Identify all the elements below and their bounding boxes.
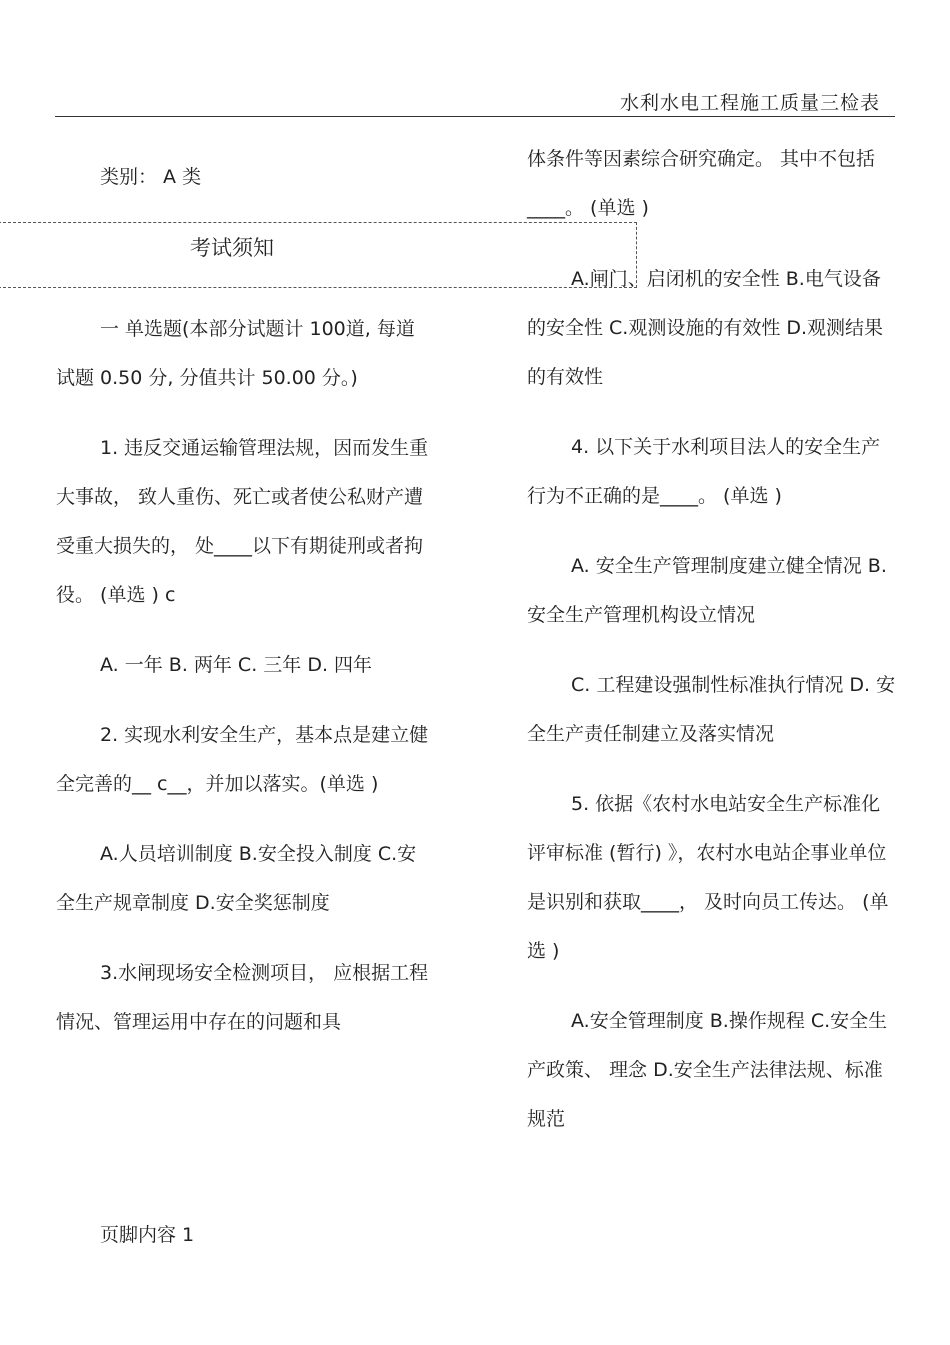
question-1-options: A. 一年 B. 两年 C. 三年 D. 四年 — [100, 654, 373, 676]
page-footer: 页脚内容 1 — [100, 1224, 195, 1246]
question-2: 2. 实现水利安全生产，基本点是建立健全完善的__ c__，并加以落实。(单选 ) — [56, 724, 429, 795]
left-column — [56, 305, 430, 1047]
question-3-end: 体条件等因素综合研究确定。 其中不包括____。 (单选 ) — [527, 148, 876, 219]
question-3-options: A.闸门、启闭机的安全性 B.电气设备的安全性 C.观测设施的有效性 D.观测结果的有效性 — [527, 268, 884, 388]
question-3-start: 3.水闸现场安全检测项目， 应根据工程情况、管理运用中存在的问题和具 — [56, 962, 429, 1033]
question-2-options: A.人员培训制度 B.安全投入制度 C.安全生产规章制度 D.安全奖惩制度 — [56, 843, 417, 914]
question-4-options-cd: C. 工程建设强制性标准执行情况 D. 安全生产责任制建立及落实情况 — [527, 674, 896, 745]
notice-title: 考试须知 — [190, 236, 274, 260]
question-5-options: A.安全管理制度 B.操作规程 C.安全生产政策、 理念 D.安全生产法律法规、标准规范 — [527, 1010, 888, 1130]
header-rule — [55, 116, 895, 117]
question-5: 5. 依据《农村水电站安全生产标准化评审标准 (暂行) 》，农村水电站企事业单位是识别和获取____， 及时向员工传达。 (单选 ) — [527, 793, 889, 962]
question-4-options-ab: A. 安全生产管理制度建立健全情况 B. 安全生产管理机构设立情况 — [527, 555, 887, 626]
question-4: 4. 以下关于水利项目法人的安全生产行为不正确的是____。 (单选 ) — [527, 436, 881, 507]
category-label — [56, 153, 430, 202]
question-1: 1. 违反交通运输管理法规，因而发生重大事故， 致人重伤、死亡或者使公私财产遭受重大损失的， 处____以下有期徒刑或者拘役。 (单选 ) c — [56, 437, 429, 606]
section-intro: 一 单选题(本部分试题计 100道, 每道试题 0.50 分, 分值共计 50.00 分。) — [56, 318, 415, 389]
category-text: 类别： A 类 — [100, 166, 202, 188]
page-header-title: 水利水电工程施工质量三检表 — [619, 92, 880, 114]
right-column — [527, 135, 897, 1144]
